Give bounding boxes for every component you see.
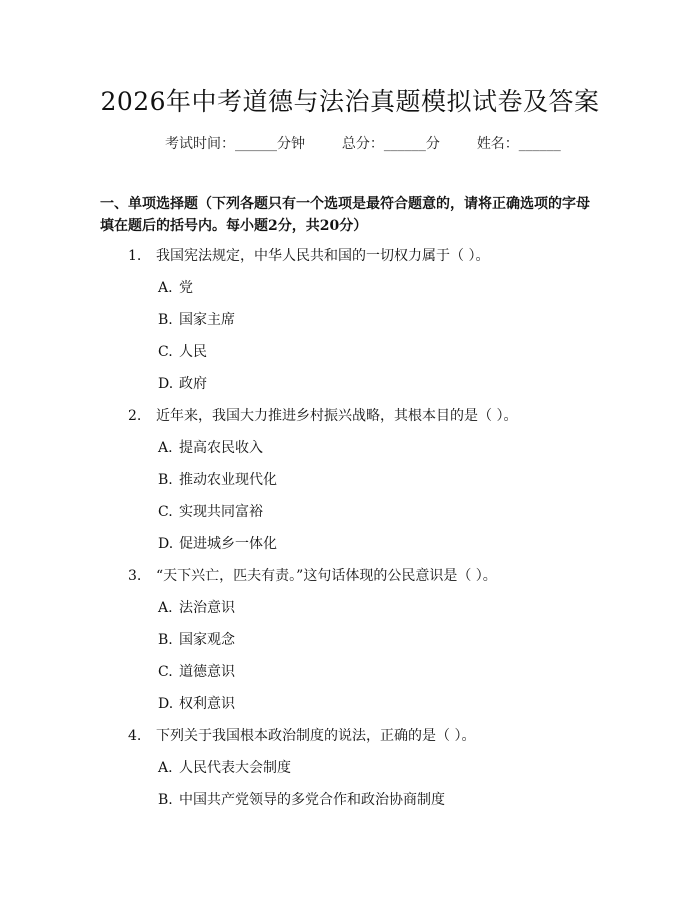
option-letter: D. — [158, 536, 174, 552]
question-number: 2. — [128, 408, 142, 424]
option-letter: D. — [158, 696, 174, 712]
question-text: 我国宪法规定，中华人民共和国的一切权力属于（ ）。 — [156, 248, 490, 264]
option-text: 提高农民收入 — [179, 440, 263, 456]
option-letter: B. — [158, 472, 173, 488]
option-text: 党 — [179, 280, 193, 296]
question-text: 下列关于我国根本政治制度的说法，正确的是（ ）。 — [156, 728, 476, 744]
section-heading — [100, 193, 605, 237]
option-letter: A. — [158, 280, 173, 296]
student-name-field: 姓名：______ — [476, 136, 561, 152]
question-3-option-b — [158, 629, 235, 649]
section-heading-line-2: 填在题后的括号内。每小题2分，共20分） — [100, 218, 368, 234]
question-2-option-d — [158, 533, 277, 553]
question-text: “天下兴亡，匹夫有责。”这句话体现的公民意识是（ ）。 — [156, 568, 497, 584]
question-3-option-d — [158, 693, 235, 713]
question-2-option-b — [158, 469, 277, 489]
question-1-option-d — [158, 373, 207, 393]
question-4-option-a — [158, 757, 291, 777]
question-4 — [128, 725, 475, 745]
option-text: 道德意识 — [179, 664, 235, 680]
option-letter: A. — [158, 600, 173, 616]
option-letter: C. — [158, 344, 173, 360]
exam-info-line — [165, 133, 561, 153]
option-text: 政府 — [179, 376, 207, 392]
option-letter: B. — [158, 792, 173, 808]
option-text: 权利意识 — [179, 696, 235, 712]
question-4-option-b — [158, 789, 445, 809]
option-text: 实现共同富裕 — [179, 504, 263, 520]
option-text: 国家主席 — [179, 312, 235, 328]
question-1-option-a — [158, 277, 193, 297]
question-2-option-c — [158, 501, 263, 521]
option-letter: C. — [158, 664, 173, 680]
page-title: 2026年中考道德与法治真题模拟试卷及答案 — [100, 87, 600, 116]
question-1-option-c — [158, 341, 207, 361]
question-1 — [128, 245, 489, 265]
question-3-option-c — [158, 661, 235, 681]
question-number: 3. — [128, 568, 142, 584]
question-2-option-a — [158, 437, 263, 457]
option-text: 国家观念 — [179, 632, 235, 648]
question-number: 1. — [128, 248, 142, 264]
total-score-field: 总分：______分 — [341, 136, 440, 152]
option-text: 人民代表大会制度 — [179, 760, 291, 776]
option-text: 推动农业现代化 — [179, 472, 277, 488]
option-letter: B. — [158, 632, 173, 648]
option-letter: A. — [158, 440, 173, 456]
question-1-option-b — [158, 309, 235, 329]
question-3 — [128, 565, 497, 585]
section-heading-line-1: 一、单项选择题（下列各题只有一个选项是最符合题意的，请将正确选项的字母 — [100, 196, 590, 212]
option-text: 促进城乡一体化 — [179, 536, 277, 552]
question-text: 近年来，我国大力推进乡村振兴战略，其根本目的是（ ）。 — [156, 408, 518, 424]
question-3-option-a — [158, 597, 235, 617]
option-text: 中国共产党领导的多党合作和政治协商制度 — [179, 792, 445, 808]
question-2 — [128, 405, 517, 425]
option-letter: D. — [158, 376, 174, 392]
option-text: 人民 — [179, 344, 207, 360]
question-number: 4. — [128, 728, 142, 744]
exam-time-field: 考试时间：______分钟 — [165, 136, 305, 152]
option-letter: B. — [158, 312, 173, 328]
option-letter: A. — [158, 760, 173, 776]
option-letter: C. — [158, 504, 173, 520]
option-text: 法治意识 — [179, 600, 235, 616]
